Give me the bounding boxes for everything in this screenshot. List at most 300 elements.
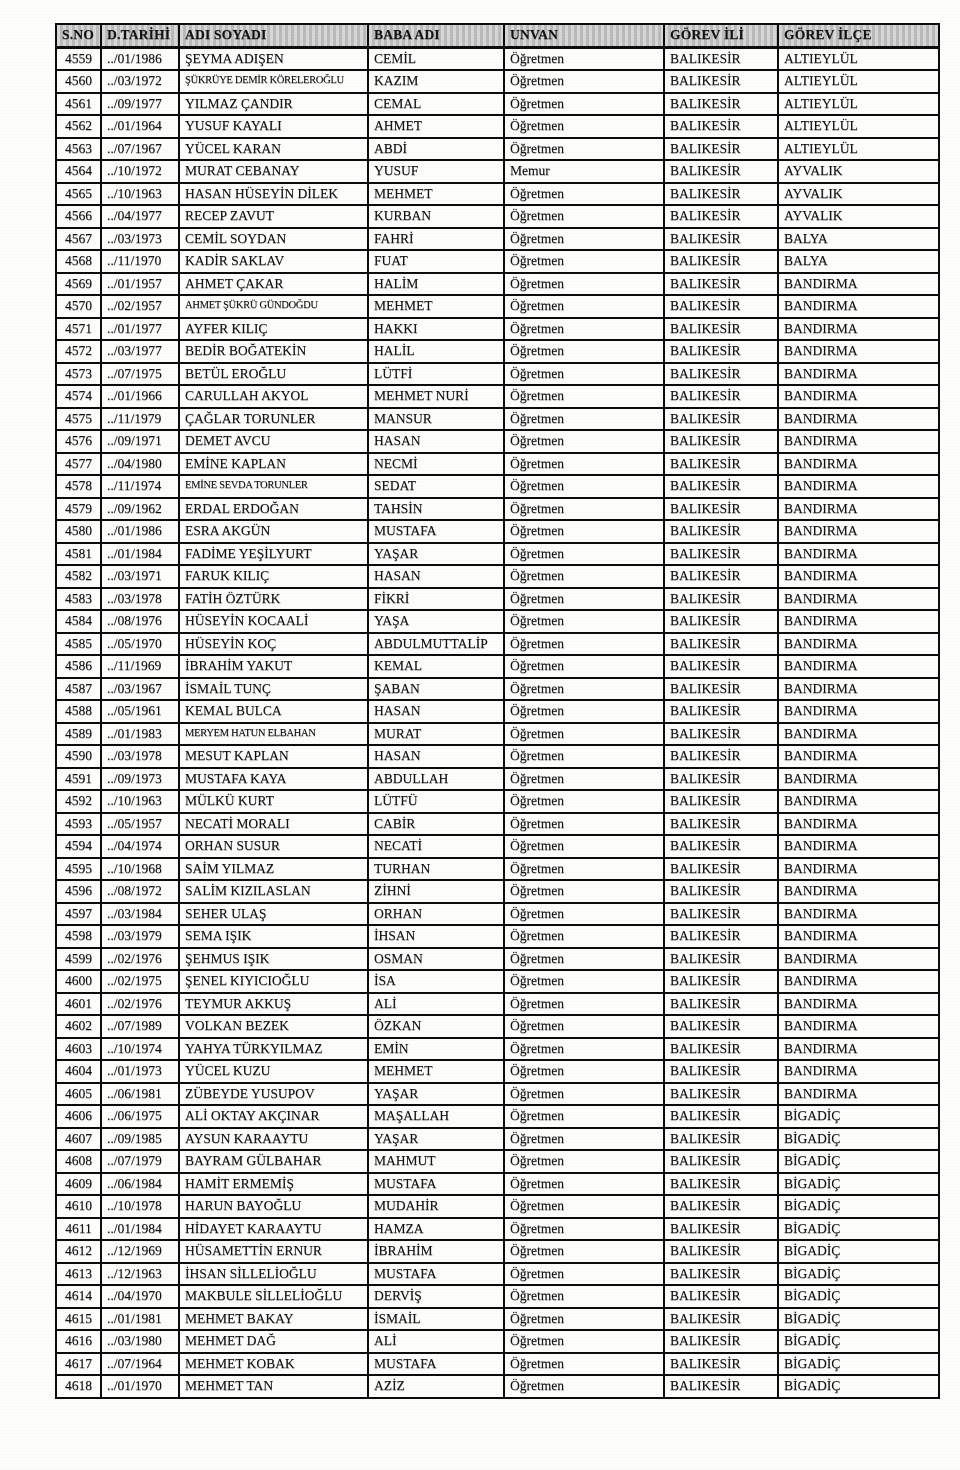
table-row bbox=[56, 565, 939, 588]
cell-name-surname: ŞEYMA ADIŞEN bbox=[179, 47, 368, 70]
cell-father-name: KEMAL bbox=[368, 655, 504, 678]
cell-sno: 4568 bbox=[56, 250, 101, 273]
cell-name-surname: ERDAL ERDOĞAN bbox=[179, 498, 368, 521]
cell-duty-district: BALYA bbox=[778, 228, 939, 251]
cell-duty-province: BALIKESİR bbox=[664, 1128, 778, 1151]
cell-father-name: DERVİŞ bbox=[368, 1285, 504, 1308]
cell-sno: 4593 bbox=[56, 813, 101, 836]
cell-name-surname: YÜCEL KARAN bbox=[179, 138, 368, 161]
table-row bbox=[56, 47, 939, 70]
cell-name-surname: MÜLKÜ KURT bbox=[179, 790, 368, 813]
table-row bbox=[56, 790, 939, 813]
cell-name-surname: AHMET ÇAKAR bbox=[179, 273, 368, 296]
table-row bbox=[56, 858, 939, 881]
cell-father-name: HALİM bbox=[368, 273, 504, 296]
cell-birth-date: ../10/1974 bbox=[101, 1038, 179, 1061]
cell-title: Öğretmen bbox=[504, 858, 664, 881]
cell-duty-district: BİGADİÇ bbox=[778, 1308, 939, 1331]
cell-birth-date: ../02/1976 bbox=[101, 993, 179, 1016]
cell-birth-date: ../05/1970 bbox=[101, 633, 179, 656]
personnel-table bbox=[55, 23, 940, 1399]
cell-duty-province: BALIKESİR bbox=[664, 520, 778, 543]
cell-duty-province: BALIKESİR bbox=[664, 160, 778, 183]
cell-duty-province: BALIKESİR bbox=[664, 408, 778, 431]
cell-title: Öğretmen bbox=[504, 1263, 664, 1286]
cell-name-surname: İBRAHİM YAKUT bbox=[179, 655, 368, 678]
cell-title: Öğretmen bbox=[504, 273, 664, 296]
cell-name-surname: ZÜBEYDE YUSUPOV bbox=[179, 1083, 368, 1106]
cell-duty-district: BANDIRMA bbox=[778, 363, 939, 386]
cell-sno: 4560 bbox=[56, 70, 101, 93]
cell-duty-district: ALTIEYLÜL bbox=[778, 115, 939, 138]
cell-title: Öğretmen bbox=[504, 205, 664, 228]
cell-name-surname: ÇAĞLAR TORUNLER bbox=[179, 408, 368, 431]
table-row bbox=[56, 1105, 939, 1128]
cell-father-name: TURHAN bbox=[368, 858, 504, 881]
cell-sno: 4563 bbox=[56, 138, 101, 161]
table-row bbox=[56, 520, 939, 543]
cell-title: Öğretmen bbox=[504, 1038, 664, 1061]
cell-sno: 4613 bbox=[56, 1263, 101, 1286]
cell-title: Öğretmen bbox=[504, 813, 664, 836]
cell-sno: 4573 bbox=[56, 363, 101, 386]
cell-title: Öğretmen bbox=[504, 498, 664, 521]
cell-sno: 4598 bbox=[56, 925, 101, 948]
table-row bbox=[56, 340, 939, 363]
cell-duty-district: BİGADİÇ bbox=[778, 1330, 939, 1353]
cell-duty-province: BALIKESİR bbox=[664, 1195, 778, 1218]
cell-title: Öğretmen bbox=[504, 588, 664, 611]
cell-name-surname: SALİM KIZILASLAN bbox=[179, 880, 368, 903]
cell-birth-date: ../01/1957 bbox=[101, 273, 179, 296]
cell-duty-district: BANDIRMA bbox=[778, 768, 939, 791]
cell-duty-province: BALIKESİR bbox=[664, 1263, 778, 1286]
cell-duty-district: BİGADİÇ bbox=[778, 1218, 939, 1241]
cell-father-name: ÖZKAN bbox=[368, 1015, 504, 1038]
cell-father-name: YUSUF bbox=[368, 160, 504, 183]
cell-duty-district: BANDIRMA bbox=[778, 1038, 939, 1061]
cell-title: Öğretmen bbox=[504, 1330, 664, 1353]
cell-name-surname: FARUK KILIÇ bbox=[179, 565, 368, 588]
table-row bbox=[56, 93, 939, 116]
cell-name-surname: FATİH ÖZTÜRK bbox=[179, 588, 368, 611]
cell-duty-district: BİGADİÇ bbox=[778, 1353, 939, 1376]
cell-sno: 4564 bbox=[56, 160, 101, 183]
cell-duty-district: BANDIRMA bbox=[778, 633, 939, 656]
table-row bbox=[56, 1128, 939, 1151]
cell-birth-date: ../02/1976 bbox=[101, 948, 179, 971]
table-row bbox=[56, 250, 939, 273]
table-row bbox=[56, 1218, 939, 1241]
cell-father-name: İSA bbox=[368, 970, 504, 993]
cell-birth-date: ../01/1970 bbox=[101, 1375, 179, 1398]
cell-birth-date: ../08/1976 bbox=[101, 610, 179, 633]
cell-duty-province: BALIKESİR bbox=[664, 565, 778, 588]
column-header-duty-district: GÖREV İLÇE bbox=[778, 24, 939, 47]
cell-duty-district: BİGADİÇ bbox=[778, 1263, 939, 1286]
cell-sno: 4567 bbox=[56, 228, 101, 251]
cell-title: Öğretmen bbox=[504, 835, 664, 858]
cell-duty-province: BALIKESİR bbox=[664, 880, 778, 903]
cell-duty-province: BALIKESİR bbox=[664, 295, 778, 318]
column-header-duty-province: GÖREV İLİ bbox=[664, 24, 778, 47]
cell-sno: 4597 bbox=[56, 903, 101, 926]
cell-title: Öğretmen bbox=[504, 565, 664, 588]
cell-father-name: MUSTAFA bbox=[368, 520, 504, 543]
cell-title: Öğretmen bbox=[504, 340, 664, 363]
cell-birth-date: ../01/1977 bbox=[101, 318, 179, 341]
cell-sno: 4608 bbox=[56, 1150, 101, 1173]
cell-name-surname: MURAT CEBANAY bbox=[179, 160, 368, 183]
cell-father-name: MUSTAFA bbox=[368, 1173, 504, 1196]
cell-duty-district: AYVALIK bbox=[778, 205, 939, 228]
cell-birth-date: ../01/1966 bbox=[101, 385, 179, 408]
cell-duty-district: BANDIRMA bbox=[778, 295, 939, 318]
cell-birth-date: ../03/1977 bbox=[101, 340, 179, 363]
cell-birth-date: ../03/1984 bbox=[101, 903, 179, 926]
cell-title: Öğretmen bbox=[504, 1285, 664, 1308]
cell-sno: 4588 bbox=[56, 700, 101, 723]
cell-duty-province: BALIKESİR bbox=[664, 813, 778, 836]
table-row bbox=[56, 588, 939, 611]
cell-sno: 4600 bbox=[56, 970, 101, 993]
cell-duty-province: BALIKESİR bbox=[664, 1330, 778, 1353]
table-row bbox=[56, 115, 939, 138]
cell-duty-district: BANDIRMA bbox=[778, 835, 939, 858]
cell-duty-district: BANDIRMA bbox=[778, 678, 939, 701]
cell-title: Öğretmen bbox=[504, 138, 664, 161]
cell-father-name: ORHAN bbox=[368, 903, 504, 926]
table-row bbox=[56, 1330, 939, 1353]
cell-title: Öğretmen bbox=[504, 363, 664, 386]
cell-name-surname: RECEP ZAVUT bbox=[179, 205, 368, 228]
cell-name-surname: MESUT KAPLAN bbox=[179, 745, 368, 768]
cell-duty-district: BANDIRMA bbox=[778, 520, 939, 543]
table-row bbox=[56, 430, 939, 453]
cell-title: Öğretmen bbox=[504, 70, 664, 93]
cell-duty-district: BİGADİÇ bbox=[778, 1195, 939, 1218]
table-row bbox=[56, 205, 939, 228]
cell-father-name: MUDAHİR bbox=[368, 1195, 504, 1218]
table-row bbox=[56, 475, 939, 498]
cell-duty-district: BANDIRMA bbox=[778, 475, 939, 498]
cell-sno: 4616 bbox=[56, 1330, 101, 1353]
cell-sno: 4594 bbox=[56, 835, 101, 858]
cell-birth-date: ../04/1980 bbox=[101, 453, 179, 476]
cell-duty-district: BANDIRMA bbox=[778, 858, 939, 881]
cell-duty-province: BALIKESİR bbox=[664, 1060, 778, 1083]
cell-duty-district: BANDIRMA bbox=[778, 655, 939, 678]
cell-birth-date: ../01/1981 bbox=[101, 1308, 179, 1331]
cell-birth-date: ../09/1971 bbox=[101, 430, 179, 453]
cell-sno: 4603 bbox=[56, 1038, 101, 1061]
cell-name-surname: HAMİT ERMEMİŞ bbox=[179, 1173, 368, 1196]
table-row bbox=[56, 1150, 939, 1173]
cell-title: Öğretmen bbox=[504, 1375, 664, 1398]
cell-father-name: SEDAT bbox=[368, 475, 504, 498]
cell-title: Memur bbox=[504, 160, 664, 183]
cell-duty-province: BALIKESİR bbox=[664, 430, 778, 453]
cell-father-name: OSMAN bbox=[368, 948, 504, 971]
cell-sno: 4579 bbox=[56, 498, 101, 521]
cell-name-surname: HÜSEYİN KOCAALİ bbox=[179, 610, 368, 633]
cell-sno: 4585 bbox=[56, 633, 101, 656]
cell-title: Öğretmen bbox=[504, 1105, 664, 1128]
cell-birth-date: ../07/1967 bbox=[101, 138, 179, 161]
cell-father-name: ABDULLAH bbox=[368, 768, 504, 791]
cell-sno: 4566 bbox=[56, 205, 101, 228]
cell-duty-province: BALIKESİR bbox=[664, 475, 778, 498]
cell-father-name: MANSUR bbox=[368, 408, 504, 431]
cell-name-surname: ŞENEL KIYICIOĞLU bbox=[179, 970, 368, 993]
cell-name-surname: KADİR SAKLAV bbox=[179, 250, 368, 273]
cell-birth-date: ../03/1973 bbox=[101, 228, 179, 251]
cell-birth-date: ../09/1977 bbox=[101, 93, 179, 116]
cell-duty-district: BANDIRMA bbox=[778, 948, 939, 971]
cell-duty-district: BALYA bbox=[778, 250, 939, 273]
cell-birth-date: ../03/1980 bbox=[101, 1330, 179, 1353]
cell-sno: 4591 bbox=[56, 768, 101, 791]
cell-birth-date: ../01/1984 bbox=[101, 543, 179, 566]
cell-duty-province: BALIKESİR bbox=[664, 543, 778, 566]
cell-duty-district: ALTIEYLÜL bbox=[778, 47, 939, 70]
cell-name-surname: HASAN HÜSEYİN DİLEK bbox=[179, 183, 368, 206]
column-header-birth-date: D.TARİHİ bbox=[101, 24, 179, 47]
cell-birth-date: ../09/1985 bbox=[101, 1128, 179, 1151]
cell-title: Öğretmen bbox=[504, 790, 664, 813]
cell-name-surname: ESRA AKGÜN bbox=[179, 520, 368, 543]
cell-duty-province: BALIKESİR bbox=[664, 700, 778, 723]
cell-name-surname: BETÜL EROĞLU bbox=[179, 363, 368, 386]
cell-name-surname: KEMAL BULCA bbox=[179, 700, 368, 723]
cell-father-name: CABİR bbox=[368, 813, 504, 836]
table-row bbox=[56, 160, 939, 183]
cell-birth-date: ../01/1986 bbox=[101, 520, 179, 543]
cell-father-name: KURBAN bbox=[368, 205, 504, 228]
cell-father-name: FUAT bbox=[368, 250, 504, 273]
cell-title: Öğretmen bbox=[504, 1015, 664, 1038]
cell-name-surname: VOLKAN BEZEK bbox=[179, 1015, 368, 1038]
cell-birth-date: ../12/1969 bbox=[101, 1240, 179, 1263]
cell-duty-province: BALIKESİR bbox=[664, 205, 778, 228]
cell-duty-district: BANDIRMA bbox=[778, 700, 939, 723]
table-row bbox=[56, 1263, 939, 1286]
cell-duty-province: BALIKESİR bbox=[664, 1150, 778, 1173]
cell-sno: 4582 bbox=[56, 565, 101, 588]
cell-sno: 4605 bbox=[56, 1083, 101, 1106]
cell-name-surname: TEYMUR AKKUŞ bbox=[179, 993, 368, 1016]
cell-duty-district: ALTIEYLÜL bbox=[778, 93, 939, 116]
cell-father-name: AHMET bbox=[368, 115, 504, 138]
cell-name-surname: BAYRAM GÜLBAHAR bbox=[179, 1150, 368, 1173]
cell-sno: 4570 bbox=[56, 295, 101, 318]
cell-father-name: YAŞAR bbox=[368, 1128, 504, 1151]
cell-father-name: HASAN bbox=[368, 745, 504, 768]
table-header bbox=[56, 24, 939, 47]
cell-name-surname: EMİNE SEVDA TORUNLER bbox=[179, 475, 368, 498]
cell-sno: 4587 bbox=[56, 678, 101, 701]
table-row bbox=[56, 138, 939, 161]
cell-title: Öğretmen bbox=[504, 1083, 664, 1106]
column-header-name-surname: ADI SOYADI bbox=[179, 24, 368, 47]
cell-birth-date: ../06/1984 bbox=[101, 1173, 179, 1196]
cell-duty-district: BANDIRMA bbox=[778, 385, 939, 408]
cell-title: Öğretmen bbox=[504, 318, 664, 341]
cell-sno: 4583 bbox=[56, 588, 101, 611]
cell-name-surname: CARULLAH AKYOL bbox=[179, 385, 368, 408]
cell-duty-district: BANDIRMA bbox=[778, 1060, 939, 1083]
cell-title: Öğretmen bbox=[504, 1308, 664, 1331]
cell-name-surname: YÜCEL KUZU bbox=[179, 1060, 368, 1083]
cell-sno: 4592 bbox=[56, 790, 101, 813]
cell-duty-province: BALIKESİR bbox=[664, 903, 778, 926]
cell-father-name: HASAN bbox=[368, 700, 504, 723]
cell-title: Öğretmen bbox=[504, 880, 664, 903]
cell-title: Öğretmen bbox=[504, 228, 664, 251]
cell-duty-province: BALIKESİR bbox=[664, 93, 778, 116]
cell-title: Öğretmen bbox=[504, 295, 664, 318]
cell-name-surname: MUSTAFA KAYA bbox=[179, 768, 368, 791]
cell-duty-province: BALIKESİR bbox=[664, 385, 778, 408]
cell-title: Öğretmen bbox=[504, 948, 664, 971]
cell-duty-province: BALIKESİR bbox=[664, 678, 778, 701]
cell-birth-date: ../05/1961 bbox=[101, 700, 179, 723]
cell-duty-district: BANDIRMA bbox=[778, 273, 939, 296]
table-row bbox=[56, 363, 939, 386]
table-row bbox=[56, 723, 939, 746]
cell-sno: 4612 bbox=[56, 1240, 101, 1263]
table-row bbox=[56, 880, 939, 903]
table-row bbox=[56, 655, 939, 678]
cell-sno: 4606 bbox=[56, 1105, 101, 1128]
cell-father-name: HALİL bbox=[368, 340, 504, 363]
cell-duty-district: BİGADİÇ bbox=[778, 1128, 939, 1151]
cell-father-name: TAHSİN bbox=[368, 498, 504, 521]
cell-duty-district: BANDIRMA bbox=[778, 790, 939, 813]
cell-father-name: MAŞALLAH bbox=[368, 1105, 504, 1128]
cell-title: Öğretmen bbox=[504, 633, 664, 656]
table-row bbox=[56, 925, 939, 948]
cell-father-name: İHSAN bbox=[368, 925, 504, 948]
cell-birth-date: ../10/1978 bbox=[101, 1195, 179, 1218]
cell-sno: 4614 bbox=[56, 1285, 101, 1308]
cell-sno: 4559 bbox=[56, 47, 101, 70]
cell-name-surname: SEMA IŞIK bbox=[179, 925, 368, 948]
cell-father-name: MEHMET bbox=[368, 1060, 504, 1083]
cell-duty-province: BALIKESİR bbox=[664, 453, 778, 476]
cell-title: Öğretmen bbox=[504, 543, 664, 566]
cell-sno: 4611 bbox=[56, 1218, 101, 1241]
cell-title: Öğretmen bbox=[504, 250, 664, 273]
cell-duty-province: BALIKESİR bbox=[664, 318, 778, 341]
cell-duty-province: BALIKESİR bbox=[664, 948, 778, 971]
table-row bbox=[56, 318, 939, 341]
cell-father-name: AZİZ bbox=[368, 1375, 504, 1398]
cell-birth-date: ../12/1963 bbox=[101, 1263, 179, 1286]
cell-father-name: MEHMET bbox=[368, 183, 504, 206]
cell-title: Öğretmen bbox=[504, 610, 664, 633]
cell-father-name: KAZIM bbox=[368, 70, 504, 93]
cell-title: Öğretmen bbox=[504, 47, 664, 70]
cell-duty-district: AYVALIK bbox=[778, 183, 939, 206]
cell-birth-date: ../07/1979 bbox=[101, 1150, 179, 1173]
table-row bbox=[56, 1353, 939, 1376]
cell-title: Öğretmen bbox=[504, 768, 664, 791]
cell-duty-province: BALIKESİR bbox=[664, 858, 778, 881]
table-row bbox=[56, 1015, 939, 1038]
cell-father-name: ZİHNİ bbox=[368, 880, 504, 903]
table-row bbox=[56, 183, 939, 206]
cell-duty-province: BALIKESİR bbox=[664, 1015, 778, 1038]
cell-name-surname: AYFER KILIÇ bbox=[179, 318, 368, 341]
cell-duty-district: BİGADİÇ bbox=[778, 1240, 939, 1263]
cell-duty-district: BANDIRMA bbox=[778, 925, 939, 948]
cell-birth-date: ../11/1969 bbox=[101, 655, 179, 678]
cell-name-surname: ALİ OKTAY AKÇINAR bbox=[179, 1105, 368, 1128]
cell-duty-district: BANDIRMA bbox=[778, 723, 939, 746]
cell-duty-province: BALIKESİR bbox=[664, 1038, 778, 1061]
cell-father-name: MURAT bbox=[368, 723, 504, 746]
cell-sno: 4565 bbox=[56, 183, 101, 206]
cell-title: Öğretmen bbox=[504, 1060, 664, 1083]
cell-title: Öğretmen bbox=[504, 520, 664, 543]
cell-duty-province: BALIKESİR bbox=[664, 633, 778, 656]
cell-birth-date: ../04/1970 bbox=[101, 1285, 179, 1308]
cell-duty-province: BALIKESİR bbox=[664, 768, 778, 791]
cell-name-surname: ŞEHMUS IŞIK bbox=[179, 948, 368, 971]
cell-birth-date: ../03/1978 bbox=[101, 745, 179, 768]
table-row bbox=[56, 948, 939, 971]
cell-duty-province: BALIKESİR bbox=[664, 655, 778, 678]
cell-duty-district: BANDIRMA bbox=[778, 970, 939, 993]
cell-father-name: MUSTAFA bbox=[368, 1263, 504, 1286]
table-row bbox=[56, 678, 939, 701]
cell-duty-province: BALIKESİR bbox=[664, 183, 778, 206]
cell-birth-date: ../03/1979 bbox=[101, 925, 179, 948]
table-row bbox=[56, 273, 939, 296]
cell-name-surname: YAHYA TÜRKYILMAZ bbox=[179, 1038, 368, 1061]
table-row bbox=[56, 498, 939, 521]
cell-duty-province: BALIKESİR bbox=[664, 1285, 778, 1308]
cell-father-name: ALİ bbox=[368, 1330, 504, 1353]
cell-father-name: NECMİ bbox=[368, 453, 504, 476]
cell-sno: 4604 bbox=[56, 1060, 101, 1083]
cell-birth-date: ../07/1964 bbox=[101, 1353, 179, 1376]
cell-father-name: HASAN bbox=[368, 430, 504, 453]
cell-duty-district: BANDIRMA bbox=[778, 340, 939, 363]
table-row bbox=[56, 408, 939, 431]
cell-title: Öğretmen bbox=[504, 970, 664, 993]
cell-birth-date: ../07/1989 bbox=[101, 1015, 179, 1038]
cell-duty-province: BALIKESİR bbox=[664, 835, 778, 858]
cell-duty-district: BİGADİÇ bbox=[778, 1150, 939, 1173]
cell-duty-district: BİGADİÇ bbox=[778, 1105, 939, 1128]
cell-birth-date: ../06/1981 bbox=[101, 1083, 179, 1106]
table-row bbox=[56, 993, 939, 1016]
table-row bbox=[56, 228, 939, 251]
cell-duty-district: BANDIRMA bbox=[778, 813, 939, 836]
cell-duty-district: AYVALIK bbox=[778, 160, 939, 183]
cell-title: Öğretmen bbox=[504, 115, 664, 138]
cell-sno: 4572 bbox=[56, 340, 101, 363]
cell-father-name: MEHMET NURİ bbox=[368, 385, 504, 408]
cell-sno: 4576 bbox=[56, 430, 101, 453]
cell-father-name: YAŞA bbox=[368, 610, 504, 633]
cell-birth-date: ../10/1968 bbox=[101, 858, 179, 881]
cell-birth-date: ../01/1983 bbox=[101, 723, 179, 746]
cell-duty-province: BALIKESİR bbox=[664, 588, 778, 611]
cell-title: Öğretmen bbox=[504, 745, 664, 768]
